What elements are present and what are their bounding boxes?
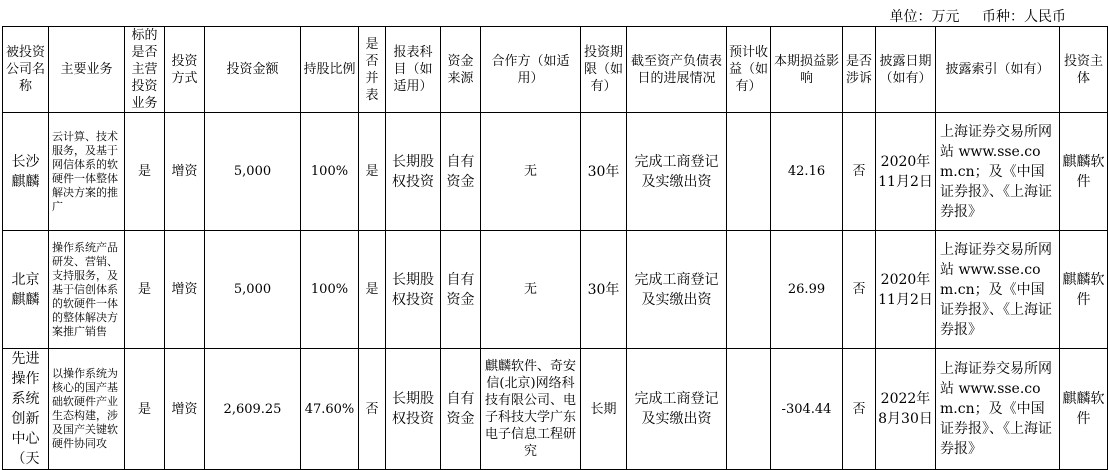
cell-index: 上海证券交易所网站 www.sse.com.cn；及《中国证券报》、《上海证券报》 bbox=[936, 231, 1060, 349]
cell-company: 长沙麒麟 bbox=[3, 113, 49, 231]
header-ratio: 持股比例 bbox=[301, 27, 359, 113]
cell-date: 2022年8月30日 bbox=[876, 349, 936, 470]
cell-litigation: 否 bbox=[843, 349, 876, 470]
header-fund-source: 资金来源 bbox=[441, 27, 481, 113]
header-expected: 预计收益（如有） bbox=[727, 27, 771, 113]
cell-investor: 麒麟软件 bbox=[1060, 231, 1108, 349]
cell-pnl: 26.99 bbox=[771, 231, 843, 349]
header-consolidated: 是否并表 bbox=[359, 27, 386, 113]
table-row bbox=[3, 231, 1108, 349]
cell-expected bbox=[727, 349, 771, 470]
header-company: 被投资公司名称 bbox=[3, 27, 49, 113]
header-investor: 投资主体 bbox=[1060, 27, 1108, 113]
cell-company: 先进操作系统创新中心（天 bbox=[3, 349, 49, 470]
cell-account: 长期股权投资 bbox=[386, 113, 441, 231]
cell-fund-source: 自有资金 bbox=[441, 231, 481, 349]
header-date: 披露日期（如有） bbox=[876, 27, 936, 113]
cell-date: 2020年11月2日 bbox=[876, 231, 936, 349]
header-business: 主要业务 bbox=[49, 27, 125, 113]
cell-partner: 无 bbox=[481, 113, 581, 231]
cell-fund-source: 自有资金 bbox=[441, 349, 481, 470]
header-is-main: 标的是否主营投资业务 bbox=[125, 27, 165, 113]
cell-amount: 5,000 bbox=[205, 113, 301, 231]
header-partner: 合作方（如适用） bbox=[481, 27, 581, 113]
cell-pnl: 42.16 bbox=[771, 113, 843, 231]
header-row bbox=[3, 27, 1108, 113]
cell-date: 2020年11月2日 bbox=[876, 113, 936, 231]
cell-index: 上海证券交易所网站 www.sse.com.cn；及《中国证券报》、《上海证券报》 bbox=[936, 349, 1060, 470]
cell-ratio: 47.60% bbox=[301, 349, 359, 470]
header-period: 投资期限（如有） bbox=[581, 27, 627, 113]
cell-method: 增资 bbox=[165, 113, 205, 231]
cell-amount: 5,000 bbox=[205, 231, 301, 349]
cell-method: 增资 bbox=[165, 231, 205, 349]
header-index: 披露索引（如有） bbox=[936, 27, 1060, 113]
cell-amount: 2,609.25 bbox=[205, 349, 301, 470]
investment-table bbox=[2, 26, 1108, 470]
cell-account: 长期股权投资 bbox=[386, 231, 441, 349]
cell-is-main: 是 bbox=[125, 113, 165, 231]
header-account: 报表科目（如适用） bbox=[386, 27, 441, 113]
cell-investor: 麒麟软件 bbox=[1060, 113, 1108, 231]
cell-progress: 完成工商登记及实缴出资 bbox=[627, 113, 727, 231]
table-row bbox=[3, 349, 1108, 470]
unit-label: 单位：万元 bbox=[889, 9, 960, 25]
cell-is-main: 是 bbox=[125, 231, 165, 349]
cell-period: 30年 bbox=[581, 231, 627, 349]
header-method: 投资方式 bbox=[165, 27, 205, 113]
cell-period: 30年 bbox=[581, 113, 627, 231]
cell-consolidated: 否 bbox=[359, 349, 386, 470]
cell-investor: 麒麟软件 bbox=[1060, 349, 1108, 470]
cell-business: 云计算、技术服务，及基于网信体系的软硬件一体整体解决方案的推广 bbox=[49, 113, 125, 231]
cell-expected bbox=[727, 231, 771, 349]
cell-fund-source: 自有资金 bbox=[441, 113, 481, 231]
header-amount: 投资金额 bbox=[205, 27, 301, 113]
cell-ratio: 100% bbox=[301, 113, 359, 231]
table-row bbox=[3, 113, 1108, 231]
cell-is-main: 是 bbox=[125, 349, 165, 470]
header-progress: 截至资产负债表日的进展情况 bbox=[627, 27, 727, 113]
cell-consolidated: 是 bbox=[359, 113, 386, 231]
cell-litigation: 否 bbox=[843, 113, 876, 231]
cell-expected bbox=[727, 113, 771, 231]
currency-label: 币种：人民币 bbox=[982, 9, 1066, 25]
cell-ratio: 100% bbox=[301, 231, 359, 349]
cell-progress: 完成工商登记及实缴出资 bbox=[627, 231, 727, 349]
cell-partner: 无 bbox=[481, 231, 581, 349]
cell-period: 长期 bbox=[581, 349, 627, 470]
cell-business: 操作系统产品研发、营销、支持服务，及基于信创体系的软硬件一体的整体解决方案推广销售 bbox=[49, 231, 125, 349]
cell-index: 上海证券交易所网站 www.sse.com.cn；及《中国证券报》、《上海证券报》 bbox=[936, 113, 1060, 231]
cell-progress: 完成工商登记及实缴出资 bbox=[627, 349, 727, 470]
cell-company: 北京麒麟 bbox=[3, 231, 49, 349]
header-pnl: 本期损益影响 bbox=[771, 27, 843, 113]
header-litigation: 是否涉诉 bbox=[843, 27, 876, 113]
cell-account: 长期股权投资 bbox=[386, 349, 441, 470]
cell-partner: 麒麟软件、奇安信(北京)网络科技有限公司、电子科技大学广东电子信息工程研究 bbox=[481, 349, 581, 470]
cell-business: 以操作系统为核心的国产基础软硬件产业生态构建，涉及国产关键软硬件协同攻 bbox=[49, 349, 125, 470]
cell-consolidated: 是 bbox=[359, 231, 386, 349]
unit-line bbox=[872, 6, 1066, 26]
cell-method: 增资 bbox=[165, 349, 205, 470]
cell-litigation: 否 bbox=[843, 231, 876, 349]
cell-pnl: -304.44 bbox=[771, 349, 843, 470]
